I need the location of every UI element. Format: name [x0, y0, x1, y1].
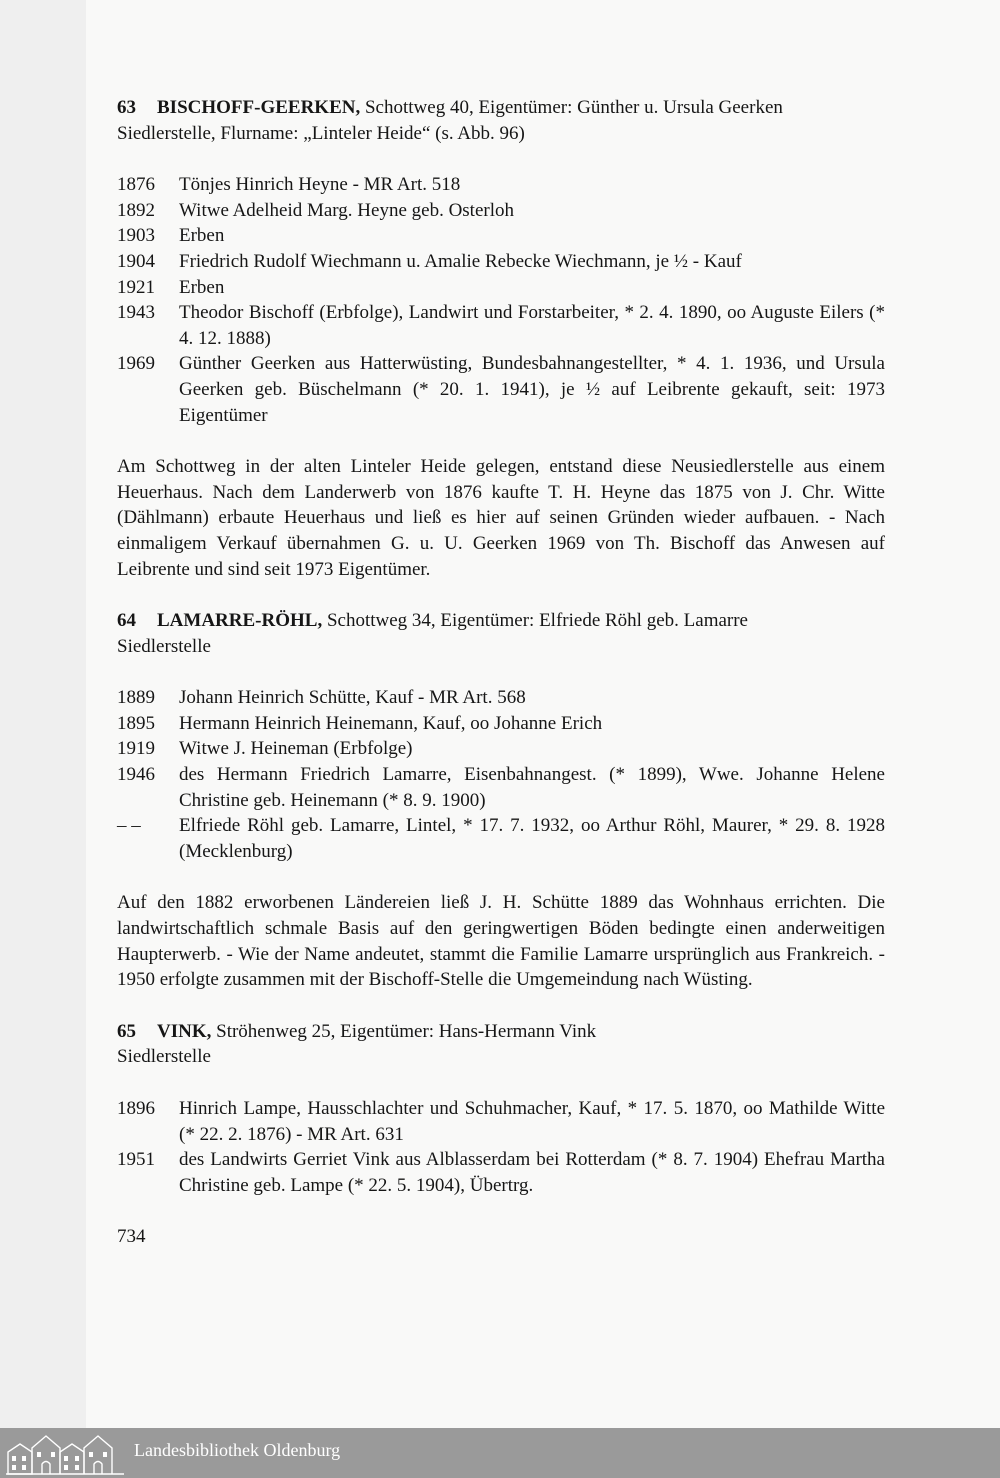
entry-number: 63 [117, 97, 136, 118]
chronology-year: 1896 [117, 1098, 155, 1119]
footer-bar [0, 1428, 1000, 1478]
chronology-year: 1921 [117, 276, 155, 298]
chronology-year: 1889 [117, 687, 155, 709]
chronology-text: Erben [179, 225, 225, 247]
chronology-year: 1904 [117, 250, 155, 272]
chronology-row [117, 249, 885, 275]
entry-heading [117, 1019, 885, 1070]
footer-library-name: Landesbibliothek Oldenburg [134, 1440, 341, 1460]
chronology-text: des Hermann Friedrich Lamarre, Eisenbahnangest. (* 1899), Wwe. Johanne Helene Christine geb. Heinemann (* 8. 9. 1900) [179, 764, 885, 811]
entry-address: Schottweg 34, Eigentümer: Elfriede Röhl geb. Lamarre [322, 610, 748, 632]
entry-address: Schottweg 40, Eigentümer: Günther u. Ursula Geerken [360, 97, 783, 118]
chronology-year: 1895 [117, 712, 155, 734]
ownership-chronology [117, 1096, 885, 1198]
entry-name: VINK, [157, 1020, 212, 1042]
library-building-icon [6, 1430, 126, 1476]
entry-section [117, 608, 885, 993]
entry-address: Ströhenweg 25, Eigentümer: Hans-Hermann Vink [211, 1020, 597, 1042]
chronology-year: 1919 [117, 738, 155, 760]
entry-subtitle: Siedlerstelle [117, 1046, 211, 1068]
chronology-text: Hinrich Lampe, Hausschlachter und Schuhmacher, Kauf, * 17. 5. 1870, oo Mathilde Witte (* 22. 2. 1876) - MR Art. 631 [179, 1098, 885, 1145]
chronology-row [117, 813, 885, 864]
chronology-text: Hermann Heinrich Heinemann, Kauf, oo Johanne Erich [179, 712, 603, 734]
entry-subtitle: Siedlerstelle, Flurname: „Linteler Heide“ (s. Abb. 96) [117, 122, 525, 144]
ownership-chronology [117, 685, 885, 864]
entry-heading [117, 95, 885, 146]
chronology-row [117, 198, 885, 224]
scan-gutter [0, 0, 86, 1428]
ownership-chronology [117, 172, 885, 428]
chronology-text: Günther Geerken aus Hatterwüsting, Bundesbahnangestellter, * 4. 1. 1936, und Ursula Geerken geb. Büschelmann (* 20. 1. 1941), je ½ auf Leibrente gekauft, seit: 1973 Eigentümer [179, 353, 885, 426]
chronology-row [117, 172, 885, 198]
chronology-row [117, 685, 885, 711]
chronology-text: Tönjes Hinrich Heyne - MR Art. 518 [179, 174, 461, 196]
chronology-text: Theodor Bischoff (Erbfolge), Landwirt und Forstarbeiter, * 2. 4. 1890, oo Auguste Eilers (* 4. 12. 1888) [179, 302, 885, 349]
chronology-year: 1876 [117, 174, 155, 196]
entry-number: 64 [117, 610, 136, 632]
chronology-year: 1969 [117, 353, 155, 375]
chronology-text: des Landwirts Gerriet Vink aus Alblasserdam bei Rotterdam (* 8. 7. 1904) Ehefrau Martha Christine geb. Lampe (* 22. 5. 1904), Übertrg. [179, 1149, 885, 1196]
chronology-row [117, 223, 885, 249]
entry-description: Am Schottweg in der alten Linteler Heide gelegen, entstand diese Neusiedlerstelle aus einem Heuerhaus. Nach dem Landerwerb von 1876 kaufte T. H. Heyne das 1875 von J. Chr. Witte (Dählmann) erbaute Heuerhaus und ließ es hier auf seinen Gründen wieder aufbauen. - Nach einmaligem Verkauf übernahmen G. u. U. Geerken 1969 von Th. Bischoff das Anwesen auf Leibrente und sind seit 1973 Eigentümer. [117, 456, 885, 580]
chronology-row [117, 711, 885, 737]
chronology-text: Witwe J. Heineman (Erbfolge) [179, 738, 413, 760]
chronology-row [117, 1096, 885, 1147]
chronology-year: 1951 [117, 1149, 155, 1171]
chronology-row [117, 275, 885, 301]
page-content [117, 95, 885, 1250]
page-number: 734 [117, 1226, 146, 1248]
entry-subtitle: Siedlerstelle [117, 635, 211, 657]
chronology-year: 1943 [117, 302, 155, 324]
chronology-row [117, 762, 885, 813]
chronology-row [117, 351, 885, 428]
chronology-text: Elfriede Röhl geb. Lamarre, Lintel, * 17. 7. 1932, oo Arthur Röhl, Maurer, * 29. 8. 1928 (Mecklenburg) [179, 815, 885, 862]
entry-section [117, 95, 885, 582]
chronology-text: Erben [179, 276, 225, 298]
entry-name: BISCHOFF-GEERKEN, [157, 97, 361, 118]
chronology-year: 1892 [117, 199, 155, 221]
chronology-text: Witwe Adelheid Marg. Heyne geb. Osterloh [179, 199, 514, 221]
chronology-year: 1903 [117, 225, 155, 247]
chronology-year: 1946 [117, 764, 155, 786]
chronology-row [117, 300, 885, 351]
chronology-text: Friedrich Rudolf Wiechmann u. Amalie Rebecke Wiechmann, je ½ - Kauf [179, 250, 742, 272]
entry-heading [117, 608, 885, 659]
chronology-row [117, 1147, 885, 1198]
chronology-text: Johann Heinrich Schütte, Kauf - MR Art. 568 [179, 687, 526, 709]
entry-name: LAMARRE-RÖHL, [157, 610, 323, 632]
entry-number: 65 [117, 1020, 136, 1042]
entry-description: Auf den 1882 erworbenen Ländereien ließ J. H. Schütte 1889 das Wohnhaus errichten. Die landwirtschaftlich schmale Basis auf den geringwertigen Böden bedingte einen anderweitigen Haupterwerb. - Wie der Name andeutet, stammt die Familie Lamarre ursprünglich aus Frankreich. - 1950 erfolgte zusammen mit der Bischoff-Stelle die Umgemeindung nach Wüsting. [117, 892, 885, 991]
entry-section [117, 1019, 885, 1199]
chronology-row [117, 736, 885, 762]
chronology-year: – – [117, 815, 141, 837]
